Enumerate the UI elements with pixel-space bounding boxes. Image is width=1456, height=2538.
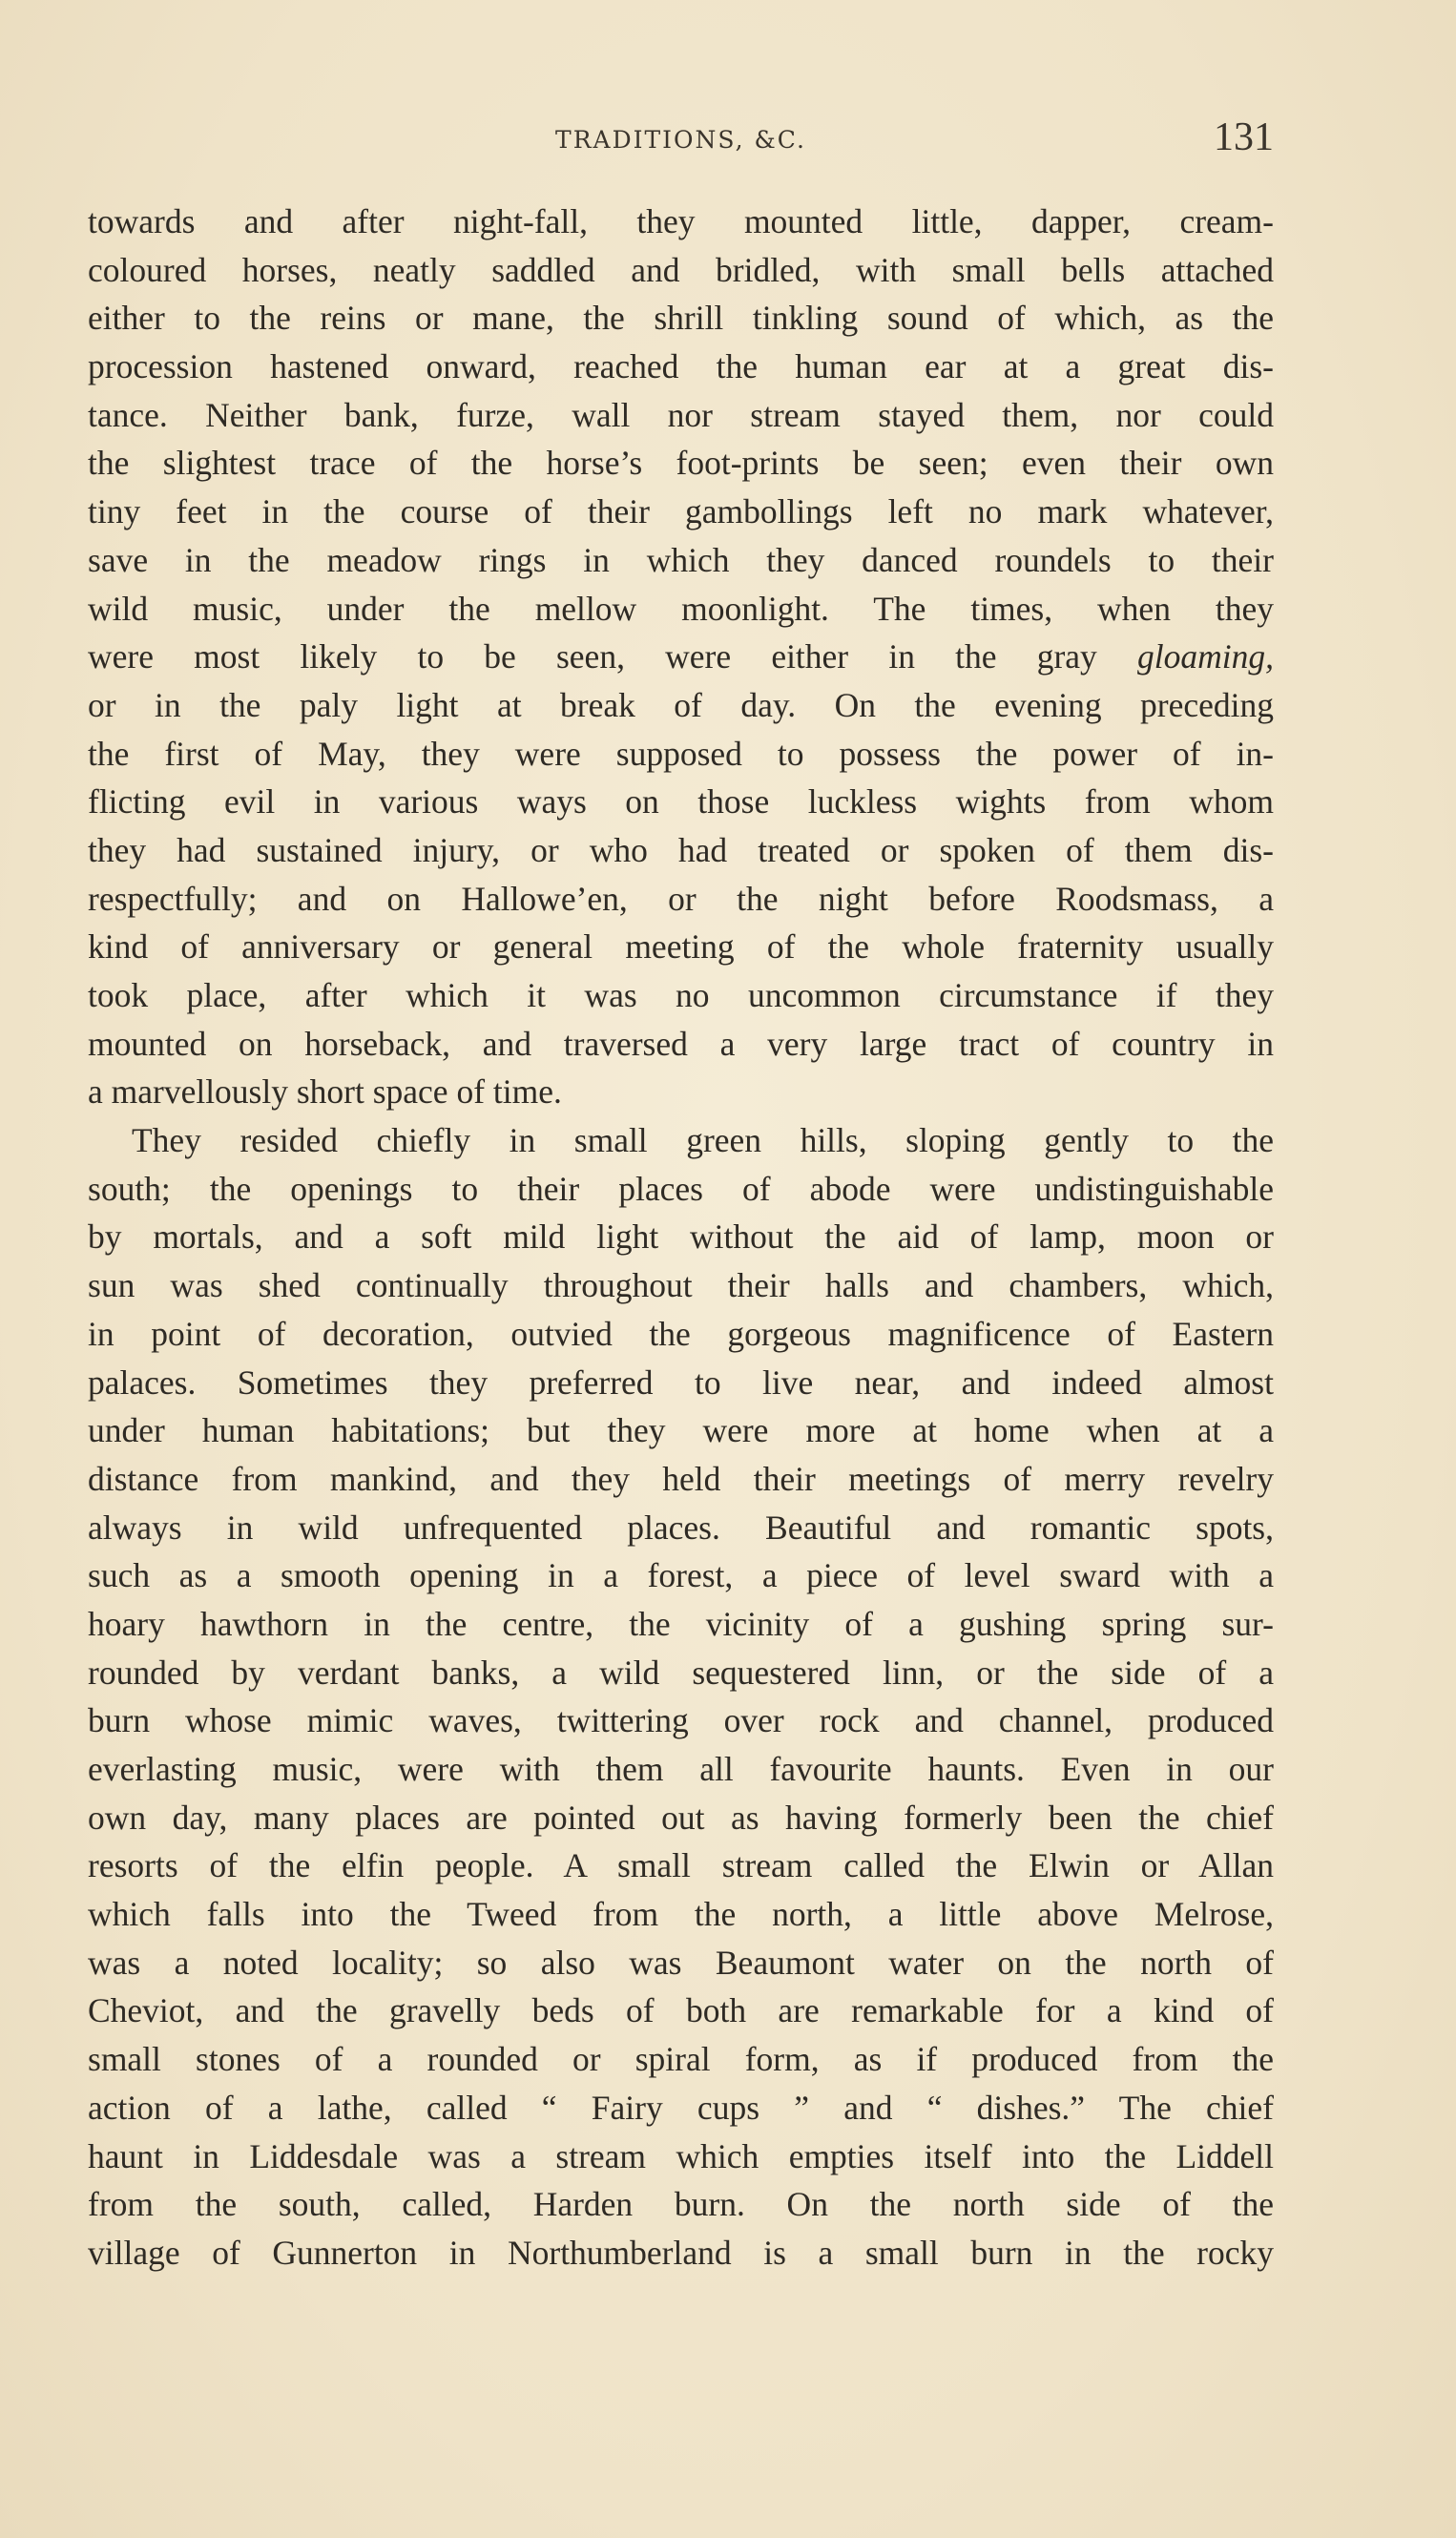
text-line-paragraph-end: a marvellously short space of time.	[88, 1072, 562, 1112]
page-header	[88, 114, 1274, 172]
text-line: procession hastened onward, reached the human ear at a great dis-	[88, 347, 1274, 386]
text-line: palaces. Sometimes they preferred to live near, and indeed almost	[88, 1363, 1274, 1402]
text-line: which falls into the Tweed from the north, a little above Melrose,	[88, 1895, 1274, 1934]
text-line: from the south, called, Harden burn. On the north side of the	[88, 2185, 1274, 2224]
text-line: by mortals, and a soft mild light without the aid of lamp, moon or	[88, 1217, 1274, 1257]
text-line: or in the paly light at break of day. On the evening preceding	[88, 685, 1274, 724]
text-line: under human habitations; but they were more at home when at a	[88, 1411, 1274, 1450]
page-number: 131	[1214, 115, 1274, 159]
text-line: kind of anniversary or general meeting of the whole fraternity usually	[88, 927, 1274, 967]
text-line-with-italic	[88, 633, 1274, 681]
text-line: Cheviot, and the gravelly beds of both are remarkable for a kind of	[88, 1991, 1274, 2030]
text-line: either to the reins or mane, the shrill tinkling sound of which, as the	[88, 299, 1274, 338]
text-line: the slightest trace of the horse’s foot-prints be seen; even their own	[88, 444, 1274, 483]
text-line: the first of May, they were supposed to possess the power of in-	[88, 734, 1274, 773]
text-line: flicting evil in various ways on those luckless wights from whom	[88, 782, 1274, 822]
text-line: respectfully; and on Hallowe’en, or the night before Roodsmass, a	[88, 879, 1274, 918]
text-line: such as a smooth opening in a forest, a piece of level sward with a	[88, 1556, 1274, 1595]
text-line: took place, after which it was no uncommon circumstance if they	[88, 976, 1274, 1014]
text-line: tiny feet in the course of their gambollings left no mark whatever,	[88, 492, 1274, 531]
text-line: sun was shed continually throughout their halls and chambers, which,	[88, 1266, 1274, 1305]
text-line: small stones of a rounded or spiral form, as if produced from the	[88, 2040, 1274, 2079]
text-line: save in the meadow rings in which they danced roundels to their	[88, 540, 1274, 579]
text-line: resorts of the elfin people. A small stream called the Elwin or Allan	[88, 1846, 1274, 1885]
text-line: towards and after night-fall, they mounted little, dapper, cream-	[88, 202, 1274, 240]
text-line: own day, many places are pointed out as having formerly been the chief	[88, 1798, 1274, 1837]
text-line: they had sustained injury, or who had treated or spoken of them dis-	[88, 830, 1274, 869]
text-line: was a noted locality; so also was Beaumont water on the north of	[88, 1943, 1274, 1982]
text-line: rounded by verdant banks, a wild sequestered linn, or the side of a	[88, 1653, 1274, 1692]
text-line-paragraph-start: They resided chiefly in small green hills, sloping gently to the	[132, 1121, 1274, 1160]
body-text	[88, 198, 1274, 2278]
text-line: south; the openings to their places of abode were undistinguishable	[88, 1169, 1274, 1208]
text-line: mounted on horseback, and traversed a very large tract of country in	[88, 1024, 1274, 1063]
text-line: distance from mankind, and they held their meetings of merry revelry	[88, 1459, 1274, 1498]
text-line: village of Gunnerton in Northumberland is a small burn in the rocky	[88, 2233, 1274, 2272]
text-line-start: were most likely to be seen, were either in the gray	[88, 637, 1137, 676]
italic-word: gloaming,	[1137, 637, 1274, 676]
text-line: hoary hawthorn in the centre, the vicinity of a gushing spring sur-	[88, 1604, 1274, 1643]
text-line: always in wild unfrequented places. Beautiful and romantic spots,	[88, 1508, 1274, 1547]
text-line: in point of decoration, outvied the gorgeous magnificence of Eastern	[88, 1314, 1274, 1353]
text-line: action of a lathe, called “ Fairy cups ” and “ dishes.” The chief	[88, 2088, 1274, 2127]
text-line: burn whose mimic waves, twittering over rock and channel, produced	[88, 1701, 1274, 1740]
text-line: tance. Neither bank, furze, wall nor stream stayed them, nor could	[88, 395, 1274, 434]
text-line: haunt in Liddesdale was a stream which empties itself into the Liddell	[88, 2136, 1274, 2175]
text-line: everlasting music, were with them all favourite haunts. Even in our	[88, 1750, 1274, 1788]
running-head: TRADITIONS, &C.	[555, 126, 806, 154]
text-line: coloured horses, neatly saddled and bridled, with small bells attached	[88, 250, 1274, 289]
text-line: wild music, under the mellow moonlight. The times, when they	[88, 589, 1274, 628]
